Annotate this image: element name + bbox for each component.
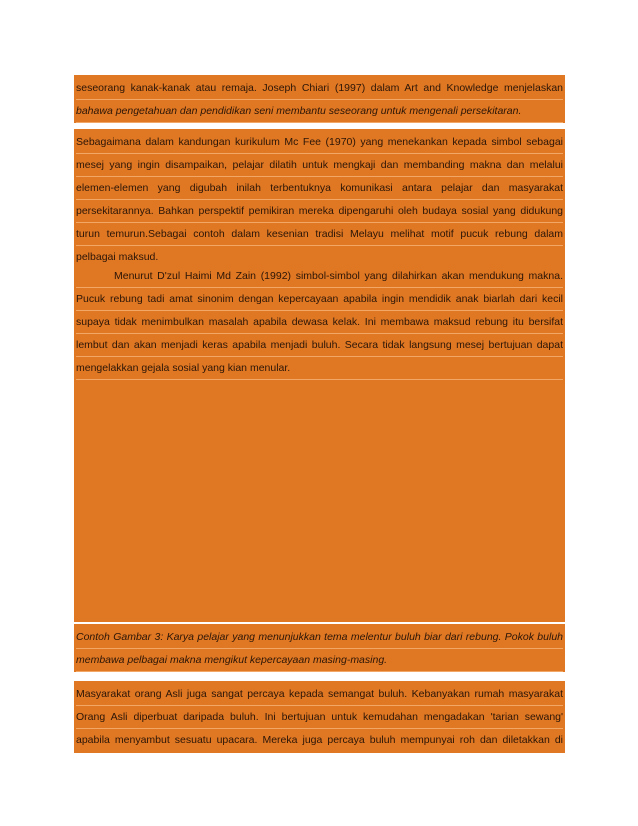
image-placeholder bbox=[74, 380, 565, 622]
text-line: Menurut D'zul Haimi Md Zain (1992) simbol-simbol yang dilahirkan akan mendukung makna. bbox=[76, 265, 563, 288]
text-line: seseorang kanak-kanak atau remaja. Joseph Chiari (1997) dalam Art and Knowledge menjelaskan bbox=[76, 77, 563, 100]
text-line: persekitarannya. Bahkan perspektif pemikiran mereka dipengaruhi oleh budaya sosial yang didukung bbox=[76, 200, 563, 223]
text-line: bahawa pengetahuan dan pendidikan seni membantu seseorang untuk mengenali persekitaran. bbox=[76, 100, 563, 123]
paragraph-block-1 bbox=[74, 75, 565, 123]
text-line: supaya tidak menimbulkan masalah apabila dewasa kelak. Ini membawa maksud rebung itu bersifat bbox=[76, 311, 563, 334]
text-line: Contoh Gambar 3: Karya pelajar yang menunjukkan tema melentur buluh biar dari rebung. Pokok buluh bbox=[76, 626, 563, 649]
text-line: Sebagaimana dalam kandungan kurikulum Mc Fee (1970) yang menekankan kepada simbol sebagai bbox=[76, 131, 563, 154]
text-line: lembut dan akan menjadi keras apabila menjadi buluh. Secara tidak langsung mesej bertujuan dapat bbox=[76, 334, 563, 357]
text-line: turun temurun.Sebagai contoh dalam kesenian tradisi Melayu melihat motif pucuk rebung dalam bbox=[76, 223, 563, 246]
text-line: Masyarakat orang Asli juga sangat percaya kepada semangat buluh. Kebanyakan rumah masyarakat bbox=[76, 683, 563, 706]
text-line: pelbagai maksud. bbox=[76, 246, 563, 269]
text-line: apabila menyambut sesuatu upacara. Mereka juga percaya buluh mempunyai roh dan diletakkan di bbox=[76, 734, 563, 746]
text-line: elemen-elemen yang digubah inilah terbentuknya komunikasi antara pelajar dan masyarakat bbox=[76, 177, 563, 200]
figure-caption bbox=[74, 624, 565, 672]
text-line: mesej yang ingin disampaikan, pelajar dilatih untuk mengkaji dan membanding makna dan melalui bbox=[76, 154, 563, 177]
text-line: mengelakkan gejala sosial yang kian menular. bbox=[76, 357, 563, 380]
text-line: Pucuk rebung tadi amat sinonim dengan kepercayaan apabila ingin mendidik anak biarlah dari kecil bbox=[76, 288, 563, 311]
text-line: membawa pelbagai makna mengikut kepercayaan masing-masing. bbox=[76, 649, 563, 672]
paragraph-block-3 bbox=[74, 263, 565, 380]
paragraph-block-4 bbox=[74, 681, 565, 753]
paragraph-block-2 bbox=[74, 129, 565, 269]
text-line: Orang Asli diperbuat daripada buluh. Ini bertujuan untuk kemudahan mengadakan 'tarian sewang' bbox=[76, 706, 563, 729]
